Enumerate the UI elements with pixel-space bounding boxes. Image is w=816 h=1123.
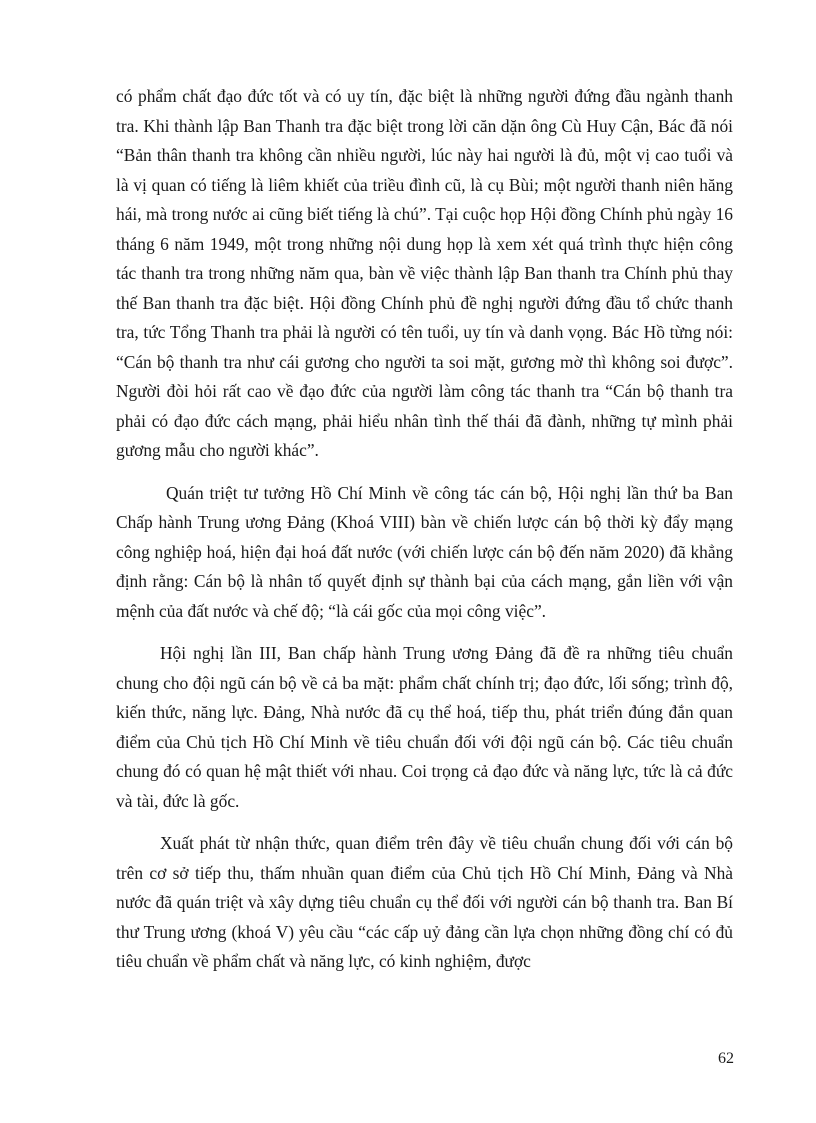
paragraph-cadre-strategy: Quán triệt tư tưởng Hồ Chí Minh về công tác cán bộ, Hội nghị lần thứ ba Ban Chấp hành Trung ương Đảng (Khoá VIII) bàn về chiến lược cán bộ thời kỳ đẩy mạng công nghiệp hoá, hiện đại hoá đất nước (với chiến lược cán bộ đến năm 2020) đã khẳng định rằng: Cán bộ là nhân tố quyết định sự thành bại của cách mạng, gắn liền với vận mệnh của đất nước và chế độ; “là cái gốc của mọi công việc”. bbox=[116, 482, 733, 621]
body-text bbox=[116, 82, 733, 990]
paragraph-continued: có phẩm chất đạo đức tốt và có uy tín, đặc biệt là những người đứng đầu ngành thanh tra. Khi thành lập Ban Thanh tra đặc biệt trong lời căn dặn ông Cù Huy Cận, Bác đã nói “Bản thân thanh tra không cần nhiều người, lúc này hai người là đủ, một vị cao tuổi và là vị quan có tiếng là liêm khiết của triều đình cũ, là cụ Bùi; một người thanh niên hăng hái, mà trong nước ai cũng biết tiếng là chú”. Tại cuộc họp Hội đồng Chính phủ ngày 16 tháng 6 năm 1949, một trong những nội dung họp là xem xét quá trình thực hiện công tác thanh tra trong những năm qua, bàn về việc thành lập Ban thanh tra Chính phủ thay thế Ban thanh tra đặc biệt. Hội đồng Chính phủ đề nghị người đứng đầu tổ chức thanh tra, tức Tổng Thanh tra phải là người có tên tuổi, uy tín và danh vọng. Bác Hồ từng nói: “Cán bộ thanh tra như cái gương cho người ta soi mặt, gương mờ thì không soi được”. Người đòi hỏi rất cao về đạo đức của người làm công tác thanh tra “Cán bộ thanh tra phải có đạo đức cách mạng, phải hiểu nhân tình thế thái đã đành, những tự mình phải gương mẫu cho người khác”. bbox=[116, 86, 733, 460]
page-number: 62 bbox=[718, 1050, 734, 1067]
paragraph-cadre-standards: Hội nghị lần III, Ban chấp hành Trung ương Đảng đã đề ra những tiêu chuẩn chung cho đội ngũ cán bộ về cả ba mặt: phẩm chất chính trị; đạo đức, lối sống; trình độ, kiến thức, năng lực. Đảng, Nhà nước đã cụ thể hoá, tiếp thu, phát triển đúng đắn quan điểm của Chủ tịch Hồ Chí Minh về tiêu chuẩn đối với đội ngũ cán bộ. Các tiêu chuẩn chung đó có quan hệ mật thiết với nhau. Coi trọng cả đạo đức và năng lực, tức là cả đức và tài, đức là gốc. bbox=[116, 643, 733, 811]
paragraph-inspector-standards: Xuất phát từ nhận thức, quan điểm trên đây về tiêu chuẩn chung đối với cán bộ trên cơ sở tiếp thu, thấm nhuần quan điểm của Chủ tịch Hồ Chí Minh, Đảng và Nhà nước đã quán triệt và xây dựng tiêu chuẩn cụ thể đối với người cán bộ thanh tra. Ban Bí thư Trung ương (khoá V) yêu cầu “các cấp uỷ đảng cần lựa chọn những đồng chí có đủ tiêu chuẩn về phẩm chất và năng lực, có kinh nghiệm, được bbox=[116, 833, 733, 971]
